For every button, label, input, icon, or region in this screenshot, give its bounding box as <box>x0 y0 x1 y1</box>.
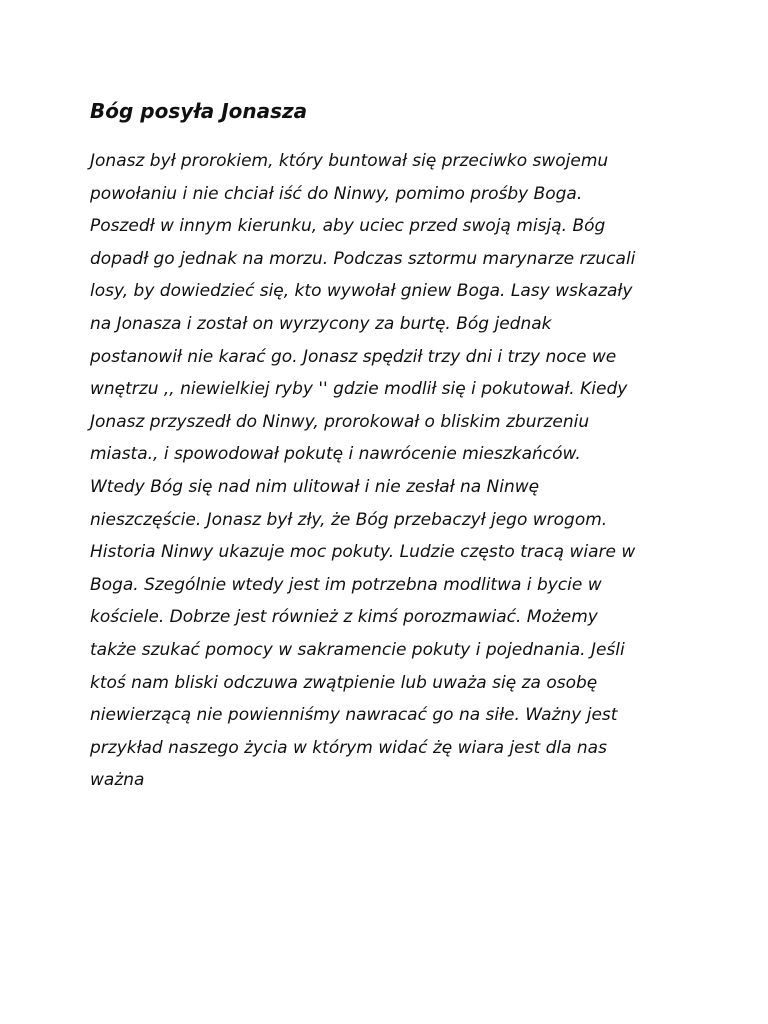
body-line: Boga. Szególnie wtedy jest im potrzebna modlitwa i bycie w <box>90 574 602 595</box>
body-line: Jonasz był prorokiem, który buntował się przeciwko swojemu <box>90 151 609 171</box>
body-line: miasta., i spowodował pokutę i nawrócenie mieszkańców. <box>90 444 581 465</box>
body-line: ktoś nam bliski odczuwa zwątpienie lub uważa się za osobę <box>90 672 598 693</box>
body-line: postanowił nie karać go. Jonasz spędził trzy dni i trzy noce we <box>90 346 617 367</box>
body-line: wnętrzu ,, niewielkiej ryby '' gdzie modlił się i pokutował. Kiedy <box>90 379 628 400</box>
body-line: Wtedy Bóg się nad nim ulitował i nie zesłał na Ninwę <box>90 476 540 497</box>
body-line: nieszczęście. Jonasz był zły, że Bóg przebaczył jego wrogom. <box>90 509 608 530</box>
document-title: Bóg posyła Jonasza <box>90 99 308 123</box>
document-body <box>90 145 730 797</box>
body-line: Jonasz przyszedł do Ninwy, prorokował o bliskim zburzeniu <box>90 411 590 432</box>
body-line: losy, by dowiedzieć się, kto wywołał gniew Boga. Lasy wskazały <box>90 281 633 302</box>
body-line: na Jonasza i został on wyrzycony za burtę. Bóg jednak <box>90 313 552 334</box>
body-line: powołaniu i nie chciał iść do Ninwy, pomimo prośby Boga. <box>90 183 583 204</box>
body-line: Poszedł w innym kierunku, aby uciec przed swoją misją. Bóg <box>90 216 606 237</box>
body-line: także szukać pomocy w sakramencie pokuty i pojednania. Jeśli <box>90 639 625 660</box>
body-line: kościele. Dobrze jest również z kimś porozmawiać. Możemy <box>90 607 598 628</box>
body-line: Historia Ninwy ukazuje moc pokuty. Ludzie często tracą wiare w <box>90 542 636 563</box>
body-line: ważna <box>90 770 145 791</box>
body-line: dopadł go jednak na morzu. Podczas sztormu marynarze rzucali <box>90 248 636 269</box>
body-line: przykład naszego życia w którym widać żę wiara jest dla nas <box>90 737 607 758</box>
body-line: niewierzącą nie powienniśmy nawracać go na siłe. Ważny jest <box>90 705 618 726</box>
